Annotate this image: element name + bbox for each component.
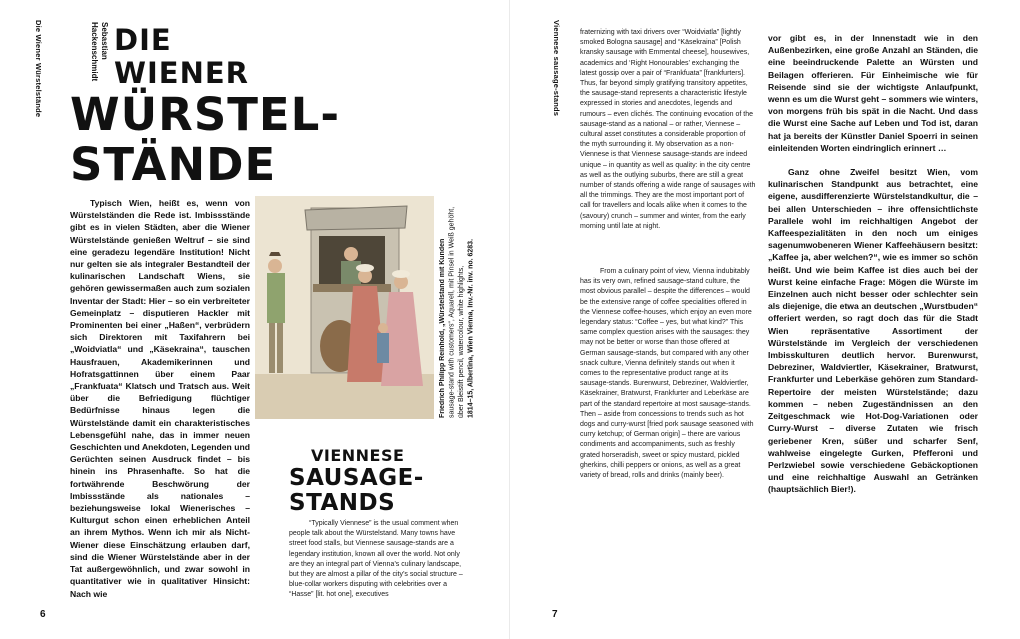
english-body-right-bottom [580, 267, 756, 481]
sausage-stand-painting [255, 196, 434, 419]
english-title-line-2: SAUSAGE- [289, 465, 424, 491]
english-title [289, 446, 424, 516]
german-title-line-2: WIENER [114, 56, 249, 90]
english-title-line-3: STANDS [289, 490, 396, 516]
caption-line-3: 1814–15, Albertina, Wien Vienna, Inv.-Nr. inv. no. 6283. [467, 238, 475, 418]
german-title-line-3: WÜRSTEL- [70, 88, 341, 141]
page-number-right: 7 [552, 609, 558, 620]
english-body-right-top [580, 28, 756, 232]
painting-illustration [255, 196, 434, 419]
english-right-paragraph-1: fraternizing with taxi drivers over “Woidviatla” [lightly smoked Bologna sausage] and “Käsekraina” [Polish kransky sausage with Emmental cheese], housewives, academics and ‘Right Honourables’ exchanging the latest gossip over a pair of “Frankfuata” [frankfurters]. Thus, far beyond simply gratifying transitory appetites, the sausage-stand represents a characteristic lifestyle expressed in stories and anecdotes, legends and rumours – even clichés. The continuing evocation of the sausage-stand as a national – or rather, Viennese – cultural asset constitutes a considerable proportion of the myth surrounding it. My observation as a non-Viennese is that Viennese sausage-stands are indeed unique – in quantity as well as quality: in the city centre as well as the outlying suburbs, there are still a great number of stands offering a wide range of sausages with all the trimmings. They are the most important port of call for travellers and locals alike when it comes to the (savoury) crunch – summer and winter, from the early morning until late at night. [580, 29, 756, 230]
english-title-line-1: VIENNESE [311, 446, 405, 465]
english-left-paragraph: “Typically Viennese” is the usual comment when people talk about the Würstelstand. Many towns have street food stalls, but Viennese sausage-stands are a legendary institution, known all over the world. Not only are they an integral part of Vienna’s culinary landscape, but they are almost a pillar of the city’s social structure – blue-collar workers disputing with celebrities over a “Hasse” [lit. hot one], executives [289, 520, 463, 599]
german-right-paragraph-2: Ganz ohne Zweifel besitzt Wien, vom kulinarischen Standpunkt aus betrachtet, eine eigene, ausdifferenzierte Würstelstandkultur, die – bei allen Unterschieden – ihre offensichtlichste Parallele wohl im reichhaltigen Angebot der Kaffeespezialitäten in den noch um einiges sagenumwobeneren Wiener Kaffeehäusern besitzt: „Kaffee ja, aber welchen?“, wie es immer so schön heißt. Und wie beim Kaffee ist dies auch bei der Wurst keine einfache Frage: Mögen die Würste im Einzelnen auch nicht besser oder schlechter sein als diejenige, die etwa an deutschen „Wurstbuden“ offeriert werden, so ragt doch das für die Stadt Wien repräsentative Assortiment der Würstelstände im Vergleich der verschiedenen Imbisskulturen deutlich hervor. Burenwurst, Debreziner, Waldviertler, Käsekrainer, Bratwurst, Frankfurter und Leberkäse gehören zum Standard-Repertoire der meisten Würstelstände; dazu kommen – neben Zugeständnissen an den Zeitgeschmack wie Hot-Dog-Variationen oder Curry-Wurst – diverse Zutaten wie frisch geriebener Kren, süßer und scharfer Senf, wahlweise eingelegte Gurken, Pfefferoni und Perlzwiebel sowie verschiedene Gebäckoptionen und eine reichhaltige Auswahl an Getränken (hauptsächlich Bier!). [768, 167, 978, 495]
caption-line-2: sausage-stand with customers“, Aquarell, mit Pinsel in Weiß gehöht, über Bleistift pencil, watercolour, white highlights, [448, 206, 465, 418]
page-number-left: 6 [40, 609, 46, 620]
painting-caption [438, 196, 476, 418]
english-right-paragraph-2: From a culinary point of view, Vienna indubitably has its very own, refined sausage-stand culture, the most obvious parallel – despite the differences – would be the extensive range of coffee specialities offered in the Viennese coffee-houses, which enjoy an even more legendary status: “Coffee – yes, but what kind?” This same complex question arises with the sausages: they may not be better or worse than those offered at German sausage-stands, but compared with any other snack culture, Vienna definitely stands out when it comes to the representative product range at its sausage-stands. Burenwurst, Debreziner, Waldviertler, Käsekrainer, Bratwurst, Frankfurter and Leberkäse are part of the standard repertoire at most sausage-stands. Then – aside from concessions to trends such as hot dogs and curry-wurst [fried pork sausage seasoned with curry ketchup; of German origin] – there are various condiments and accompaniments, such as freshly grated horseradish, sweet or spicy mustard, pickled gherkins, chilli peppers or onions, as well as a great variety of bread, rolls and drinks (mainly beer). [580, 268, 754, 480]
german-body-right [768, 32, 978, 508]
german-title [70, 24, 340, 190]
right-running-head: Viennese sausage-stands [552, 20, 561, 117]
german-title-line-4: STÄNDE [70, 138, 277, 191]
german-body-left: Typisch Wien, heißt es, wenn von Würstelständen die Rede ist. Imbissstände gibt es in vielen Städten, aber die Wiener Würstelstände genießen Weltruf – sie sind eine geradezu legendäre Institution! Nicht nur gelten sie als integraler Bestandteil der kulinarischen Landschaft Wiens, sie gehören gewissermaßen auch zum sozialen Inventar der Stadt: Hier – so ein verbreiteter Gemeinplatz – disputieren Hackler mit Prominenten bei einer „Haßen“, verbrüdern sich Direktoren mit Taxifahrern bei „Woidviatla“ und „Käsekraina“, tauschen Hausfrauen, Akademikerinnen und Hofratsgattinnen über einem Paar „Frankfuata“ Klatsch und Tratsch aus. Weit über die Befriedigung flüchtiger Bedürfnisse hinaus legen die Würstelstände damit ein charakteristisches Lebensgefühl nahe, das in immer neuen Geschichten und Anekdoten, Legenden und Gerüchten seinen Ausdruck findet – bis hinein ins Phrasenhafte. So hat die fortwährende Beschwörung der Imbissstände als nationales – beziehungsweise lokal Wienerisches – Kulturgut schon einen erheblichen Anteil an ihrem Mythos. Wenn ich mir als Nicht-Wiener diese Einschätzung erlauben darf, sind die Wiener Würstelstände aber in der Tat außergewöhnlich, und zwar sowohl in quantitativer wie in qualitativer Hinsicht: Nach wie [70, 198, 250, 599]
german-title-line-1: DIE [114, 23, 172, 57]
left-running-head: Die Wiener Würstelstände [34, 20, 43, 118]
german-right-paragraph-1: vor gibt es, in der Innenstadt wie in den Außenbezirken, eine große Anzahl an Ständen, die eine beeindruckende Palette an Würsten und Beilagen offerieren. Für Einheimische wie für Reisende sind sie der wichtigste Anlaufpunkt, wenn es um die Wurst geht – sommers wie winters, von morgens früh bis spät in die Nacht. Und dass die Wurst eine Sache auf Leben und Tod ist, daran hat ja bereits der Künstler Daniel Spoerri in seinen einleitenden Worten eindringlich erinnert … [768, 33, 978, 153]
english-body-left [289, 519, 465, 601]
author-last-name: Hackenschmidt [90, 22, 99, 82]
author-first-name: Sebastian [100, 22, 109, 60]
caption-line-1: Friedrich Philipp Reinhold, „Würstelstand mit Kunden [439, 238, 446, 418]
